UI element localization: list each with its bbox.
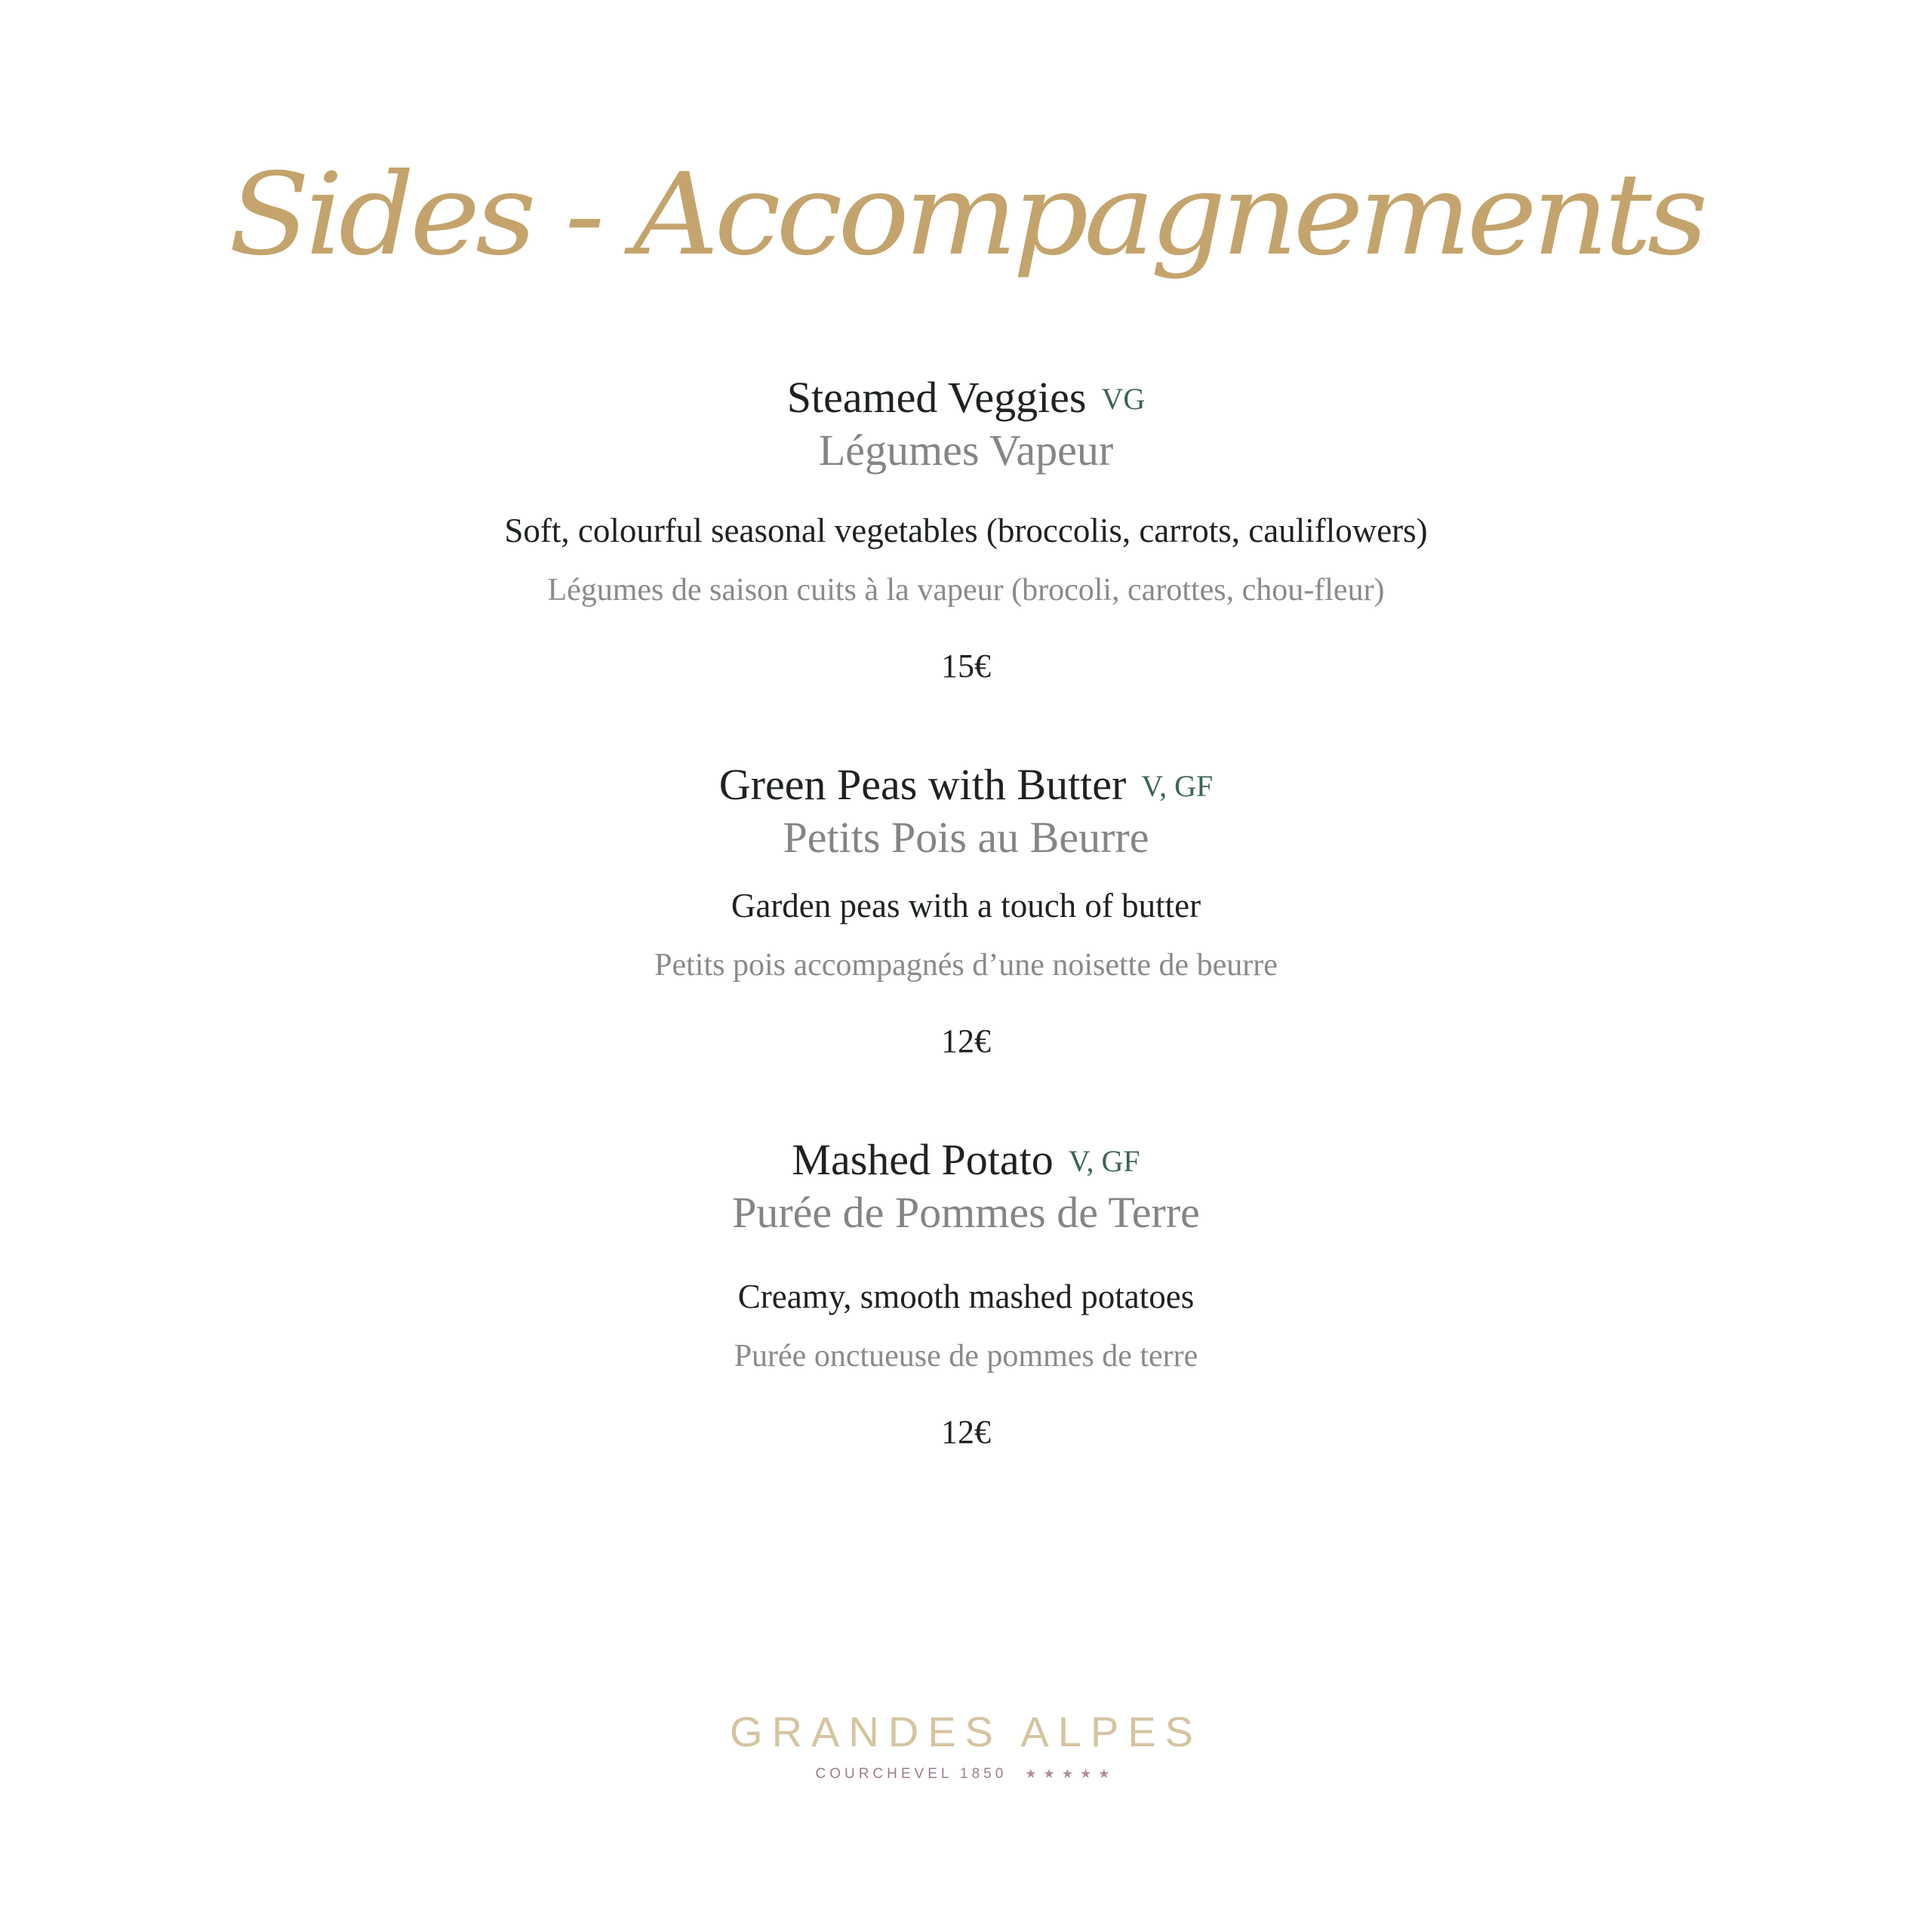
item-name-en: Mashed Potato [792, 1135, 1054, 1184]
item-name-en: Steamed Veggies [786, 373, 1087, 422]
brand-subline [0, 1763, 1932, 1786]
diet-badge: V, GF [1141, 769, 1214, 803]
item-name-en: Green Peas with Butter [718, 760, 1127, 809]
item-description-en: Creamy, smooth mashed potatoes [737, 1278, 1195, 1315]
menu-title: Sides - Accompagnements [228, 149, 1704, 281]
diet-badge: VG [1101, 382, 1146, 416]
item-name-fr: Légumes Vapeur [818, 426, 1114, 475]
brand-logo: GRANDES ALPES [730, 1708, 1202, 1755]
item-price: 15€ [941, 648, 991, 685]
item-price: 12€ [941, 1414, 991, 1451]
item-description-en: Soft, colourful seasonal vegetables (broccolis, carrots, cauliflowers) [504, 512, 1428, 549]
item-price: 12€ [941, 1023, 991, 1060]
item-description-en: Garden peas with a touch of butter [731, 887, 1201, 924]
item-description-fr: Légumes de saison cuits à la vapeur (brocoli, carottes, chou-fleur) [547, 573, 1385, 608]
item-name-en-row [0, 1134, 1932, 1188]
brand-location: COURCHEVEL 1850 [815, 1766, 1008, 1782]
item-name-fr: Petits Pois au Beurre [783, 813, 1149, 862]
item-name-en-row [0, 758, 1932, 813]
star-rating-icon: ★★★★★ [1025, 1767, 1117, 1781]
item-name-fr: Purée de Pommes de Terre [732, 1188, 1200, 1237]
item-name-en-row [0, 371, 1932, 426]
item-description-fr: Petits pois accompagnés d’une noisette de beurre [654, 948, 1278, 983]
diet-badge: V, GF [1068, 1144, 1140, 1178]
item-description-fr: Purée onctueuse de pommes de terre [734, 1339, 1198, 1374]
